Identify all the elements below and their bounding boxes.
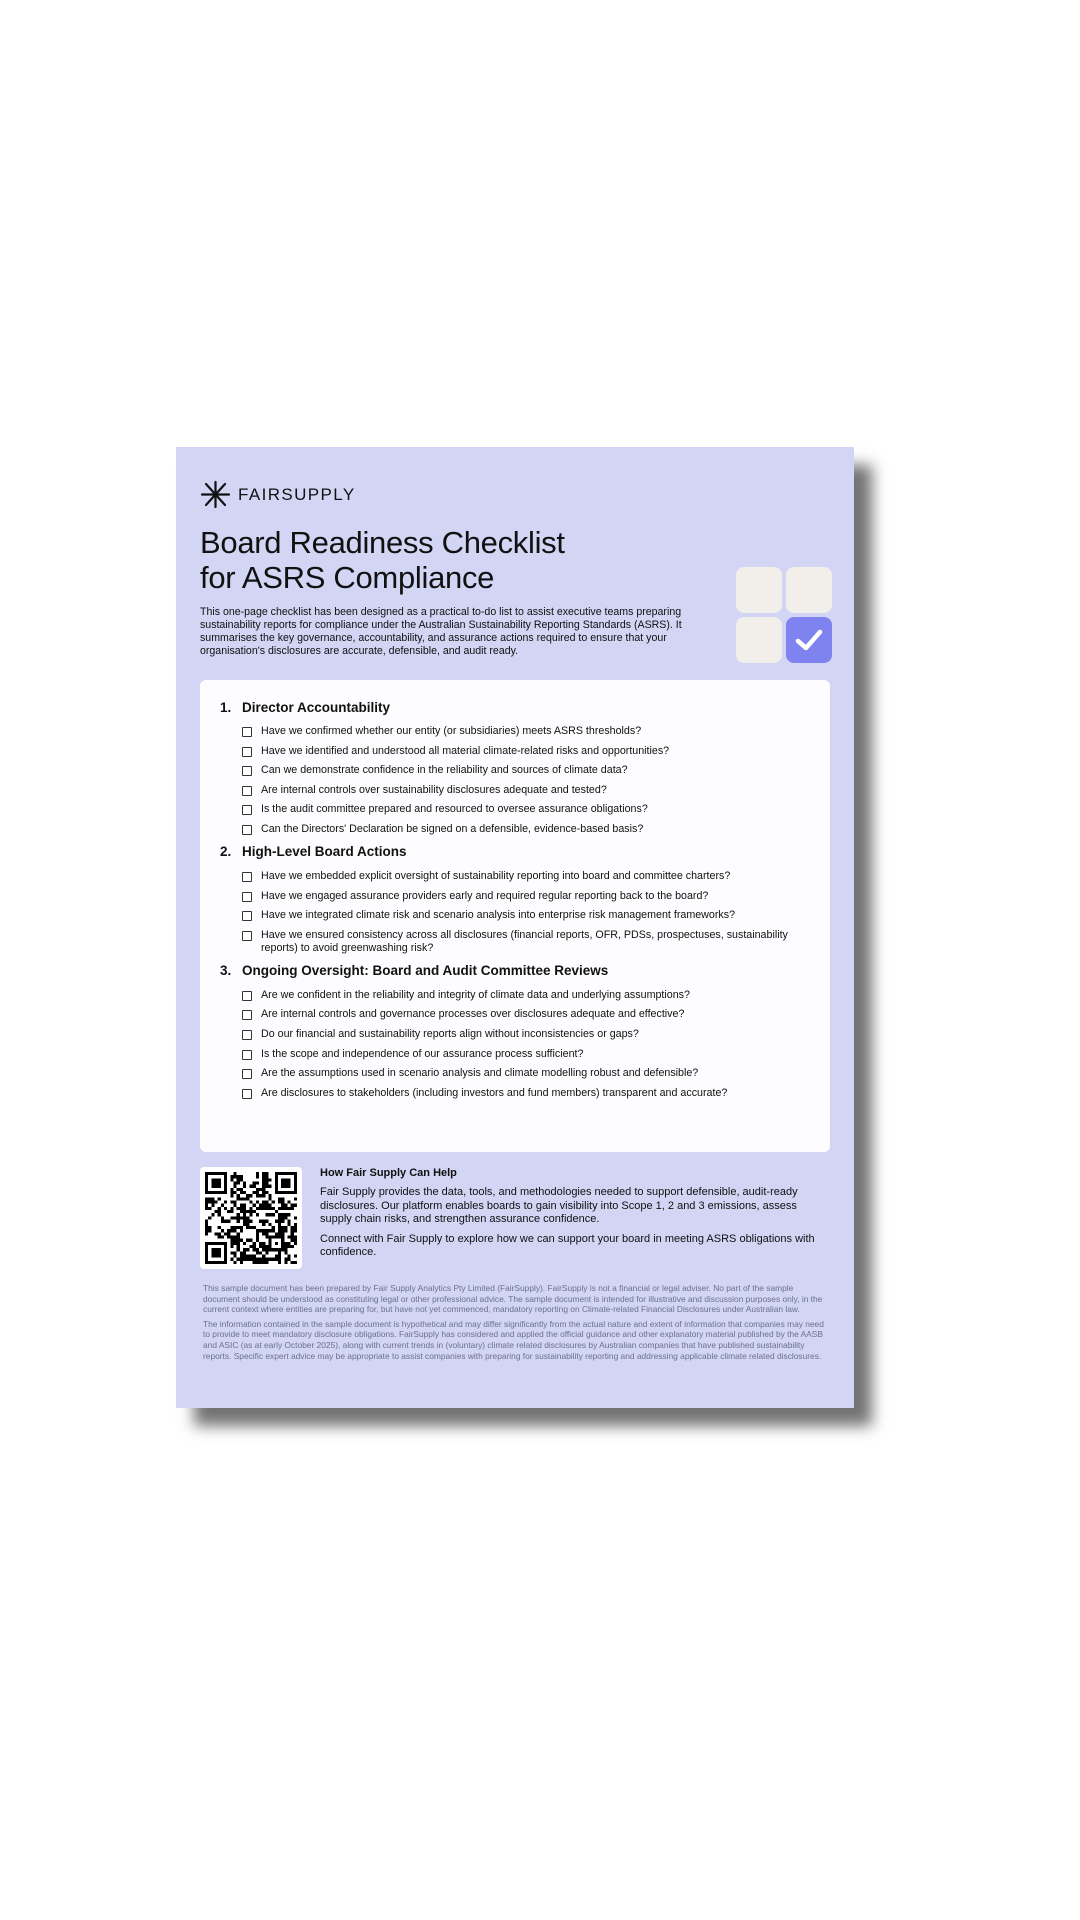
section-title: Director Accountability: [242, 699, 391, 715]
help-section: [200, 1167, 840, 1269]
checklist-item[interactable]: [242, 784, 810, 797]
checklist-item[interactable]: [242, 764, 810, 777]
checkbox[interactable]: [242, 911, 252, 921]
item-label: Can we demonstrate confidence in the reliability and sources of climate data?: [261, 764, 628, 777]
brand-logo: [200, 480, 356, 509]
checklist-tiles-graphic: [736, 567, 832, 663]
help-title: How Fair Supply Can Help: [320, 1167, 457, 1179]
item-label: Have we confirmed whether our entity (or subsidiaries) meets ASRS thresholds?: [261, 725, 642, 737]
section-heading: [220, 962, 810, 980]
checklist-item[interactable]: [242, 1067, 810, 1080]
checkbox[interactable]: [242, 805, 252, 815]
section-title: High-Level Board Actions: [242, 844, 407, 860]
help-text: [320, 1167, 820, 1266]
checklist-item[interactable]: [242, 1048, 810, 1061]
section-number: 3.: [220, 963, 232, 979]
item-label: Have we ensured consistency across all disclosures (financial reports, OFR, PDSs, prospectuses, sustainability reports) to avoid greenwashing risk?: [261, 928, 788, 954]
section-number: 1.: [220, 699, 232, 715]
item-label: Have we embedded explicit oversight of sustainability reporting into board and committee charters?: [261, 869, 731, 882]
item-label: Have we identified and understood all material climate-related risks and opportunities?: [261, 744, 670, 757]
item-label: Are internal controls and governance processes over disclosures adequate and effective?: [261, 1008, 685, 1021]
item-label: Are we confident in the reliability and integrity of climate data and underlying assumptions?: [261, 988, 690, 1001]
checklist-section: [220, 843, 810, 955]
tile: [736, 617, 782, 663]
checklist-item[interactable]: [242, 890, 810, 903]
section-number: 2.: [220, 844, 232, 860]
checklist-item[interactable]: [242, 870, 810, 883]
checkbox[interactable]: [242, 747, 252, 757]
checkmark-icon: [794, 628, 824, 652]
asterisk-star-icon: [200, 480, 231, 509]
checkbox[interactable]: [242, 1030, 252, 1040]
title-line-2: for ASRS Compliance: [200, 560, 495, 595]
item-label: Is the scope and independence of our assurance process sufficient?: [261, 1047, 584, 1060]
item-label: Are the assumptions used in scenario analysis and climate modelling robust and defensible?: [261, 1067, 699, 1080]
brand-name: FAIRSUPPLY: [238, 484, 356, 504]
checklist-item[interactable]: [242, 1028, 810, 1041]
intro-paragraph: This one-page checklist has been designed as a practical to-do list to assist executive teams preparing sustainability reports for compliance under the Australian Sustainability Reporting Standards (ASRS). It summarises the key governance, accountability, and assurance actions required to ensure that your organisation's disclosures are accurate, defensible, and audit ready.: [200, 606, 682, 657]
checklist-item[interactable]: [242, 823, 810, 836]
checkbox[interactable]: [242, 892, 252, 902]
checkbox[interactable]: [242, 931, 252, 941]
checkbox[interactable]: [242, 1050, 252, 1060]
checkmark-tile: [786, 617, 832, 663]
checkbox[interactable]: [242, 1089, 252, 1099]
item-label: Have we engaged assurance providers early and required regular reporting back to the board?: [261, 889, 709, 902]
section-heading: [220, 843, 810, 861]
help-paragraph: Connect with Fair Supply to explore how we can support your board in meeting ASRS obligations with confidence.: [320, 1232, 815, 1258]
item-label: Have we integrated climate risk and scenario analysis into enterprise risk management frameworks?: [261, 909, 736, 922]
checklist-item[interactable]: [242, 803, 810, 816]
checkbox[interactable]: [242, 766, 252, 776]
disclaimer: [203, 1283, 829, 1365]
section-title: Ongoing Oversight: Board and Audit Committee Reviews: [242, 963, 609, 979]
disclaimer-paragraph: The information contained in the sample document is hypothetical and may differ significantly from the actual nature and extent of information that companies may need to provide to meet mandatory disclosure obligations. FairSupply has considered and applied the official guidance and other explanatory material published by the AASB and ASIC (as at early October 2025), along with current trends in (voluntary) climate related disclosures by Australian companies that have published sustainability reports. Specific expert advice may be appropriate to assist companies with preparing for sustainability reporting and addressing applicable climate related disclosures.: [203, 1318, 824, 1361]
tile: [786, 567, 832, 613]
checklist-document: [176, 447, 854, 1408]
checkbox[interactable]: [242, 872, 252, 882]
item-label: Can the Directors' Declaration be signed on a defensible, evidence-based basis?: [261, 822, 644, 835]
checklist-item[interactable]: [242, 725, 810, 738]
checklist-item[interactable]: [242, 989, 810, 1002]
checklist-item[interactable]: [242, 1087, 810, 1100]
item-label: Do our financial and sustainability reports align without inconsistencies or gaps?: [261, 1027, 639, 1040]
checkbox[interactable]: [242, 727, 252, 737]
item-label: Are internal controls over sustainability disclosures adequate and tested?: [261, 783, 607, 796]
qr-code[interactable]: [200, 1167, 302, 1269]
checklist-item[interactable]: [242, 1008, 810, 1021]
checkbox[interactable]: [242, 786, 252, 796]
checkbox[interactable]: [242, 1069, 252, 1079]
checkbox[interactable]: [242, 1010, 252, 1020]
item-label: Is the audit committee prepared and resourced to oversee assurance obligations?: [261, 803, 648, 816]
item-label: Are disclosures to stakeholders (including investors and fund members) transparent and accurate?: [261, 1086, 728, 1099]
checklist-card: [200, 680, 830, 1152]
qr-code-icon: [205, 1172, 297, 1264]
checklist-item[interactable]: [242, 745, 810, 758]
checklist-item[interactable]: [242, 929, 810, 955]
title-line-1: Board Readiness Checklist: [200, 525, 565, 560]
checklist-item[interactable]: [242, 909, 810, 922]
checklist-section: [220, 698, 810, 836]
help-paragraph: Fair Supply provides the data, tools, and methodologies needed to support defensible, audit-ready disclosures. Our platform enables boards to gain visibility into Scope 1, 2 and 3 emissions, assess supply chain risks, and strengthen assurance confidence.: [320, 1186, 798, 1225]
checklist-section: [220, 962, 810, 1100]
disclaimer-paragraph: This sample document has been prepared by Fair Supply Analytics Pty Limited (FairSupply). FairSupply is not a financial or legal adviser. No part of the sample document should be understood as constituting legal or other professional advice. The sample document is intended for illustrative and discussion purposes only, in the current context where entities are preparing for, but have not yet commenced, mandatory reporting on Climate-related Financial Disclosures under Australian law.: [203, 1283, 823, 1315]
section-heading: [220, 698, 810, 716]
checkbox[interactable]: [242, 825, 252, 835]
tile: [736, 567, 782, 613]
page-title: [200, 525, 680, 595]
checkbox[interactable]: [242, 991, 252, 1001]
